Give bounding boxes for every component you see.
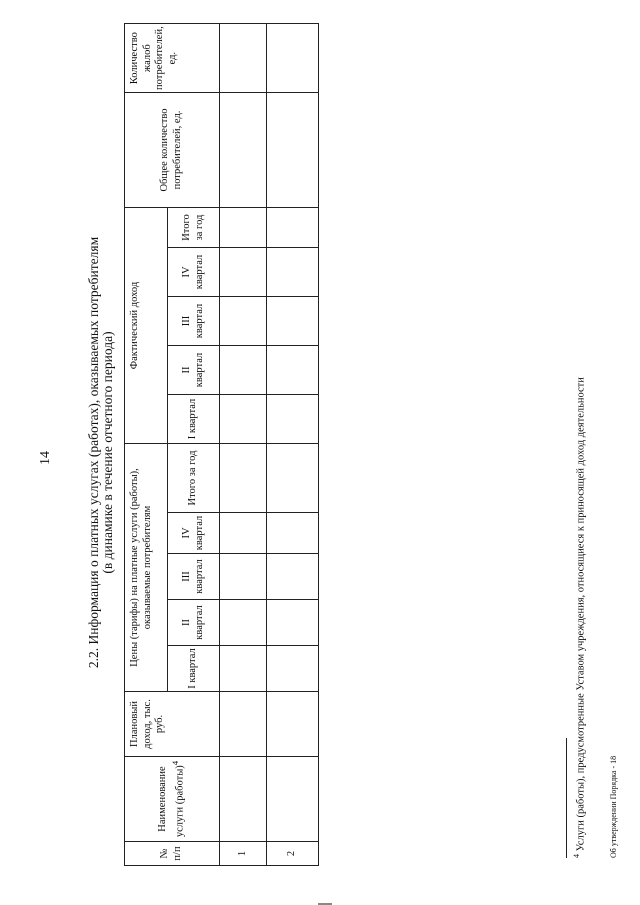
cell-name	[220, 757, 267, 842]
page-number: 14	[38, 451, 53, 465]
table-row	[267, 24, 319, 866]
section-title: 2.2. Информация о платных услугах (работах), оказываемых потребителям	[86, 236, 101, 669]
header-row-1	[125, 24, 168, 866]
col-number-header: № п/п	[125, 842, 220, 866]
col-complaints-header: Количество жалоб потребителей, ед.	[125, 24, 220, 93]
cell-income-q4	[220, 248, 267, 297]
table-row	[220, 24, 267, 866]
income-q2-header: II квартал	[168, 346, 220, 395]
cell-income-q1	[220, 395, 267, 444]
cell-planned	[267, 692, 319, 757]
cell-price-q1	[220, 646, 267, 692]
cell-complaints	[267, 24, 319, 93]
price-q2-header: II квартал	[168, 600, 220, 646]
cell-price-q2	[267, 600, 319, 646]
income-q3-header: III квартал	[168, 297, 220, 346]
income-total-header: Итого за год	[168, 208, 220, 248]
col-name-text: Наименование услуги (работы)	[157, 765, 186, 838]
footnote-text: Услуги (работы), предусмотренные Уставом учреждения, относящиеся к приносящей доход деятельности	[575, 377, 587, 852]
cell-price-q3	[267, 554, 319, 600]
income-q1-header: I квартал	[168, 395, 220, 444]
cell-income-total	[220, 208, 267, 248]
col-consumers-header: Общее количество потребителей, ед.	[125, 93, 220, 208]
cell-price-q2	[220, 600, 267, 646]
cell-price-q1	[267, 646, 319, 692]
cell-price-total	[220, 444, 267, 513]
cell-income-q2	[220, 346, 267, 395]
cell-planned	[220, 692, 267, 757]
paid-services-table	[124, 23, 319, 866]
cell-income-q3	[220, 297, 267, 346]
group-income-header: Фактический доход	[125, 208, 168, 444]
price-q1-header: I квартал	[168, 646, 220, 692]
footnote-marker: 4	[572, 854, 581, 858]
cell-income-q4	[267, 248, 319, 297]
row-number: 2	[267, 842, 319, 866]
footnote-divider	[566, 738, 567, 858]
footnote	[572, 377, 587, 858]
cell-income-q1	[267, 395, 319, 444]
cell-consumers	[220, 93, 267, 208]
price-total-header: Итого за год	[168, 444, 220, 513]
price-q4-header: IV квартал	[168, 513, 220, 554]
cell-consumers	[267, 93, 319, 208]
cell-price-q4	[267, 513, 319, 554]
cell-price-q4	[220, 513, 267, 554]
group-prices-header: Цены (тарифы) на платные услуги (работы), оказываемые потребителям	[125, 444, 168, 692]
cell-name	[267, 757, 319, 842]
cell-complaints	[220, 24, 267, 93]
cell-income-total	[267, 208, 319, 248]
row-number: 1	[220, 842, 267, 866]
price-q3-header: III квартал	[168, 554, 220, 600]
col-planned-header: Плановый доход, тыс. руб.	[125, 692, 220, 757]
section-subtitle: (в динамике в течение отчетного периода)	[100, 331, 115, 574]
cell-price-q3	[220, 554, 267, 600]
cell-income-q3	[267, 297, 319, 346]
footer-text: Об утверждении Порядка - 18	[609, 755, 618, 858]
cell-price-total	[267, 444, 319, 513]
cell-income-q2	[267, 346, 319, 395]
income-q4-header: IV квартал	[168, 248, 220, 297]
col-name-header	[125, 757, 220, 842]
footnote-ref: 4	[169, 760, 180, 766]
